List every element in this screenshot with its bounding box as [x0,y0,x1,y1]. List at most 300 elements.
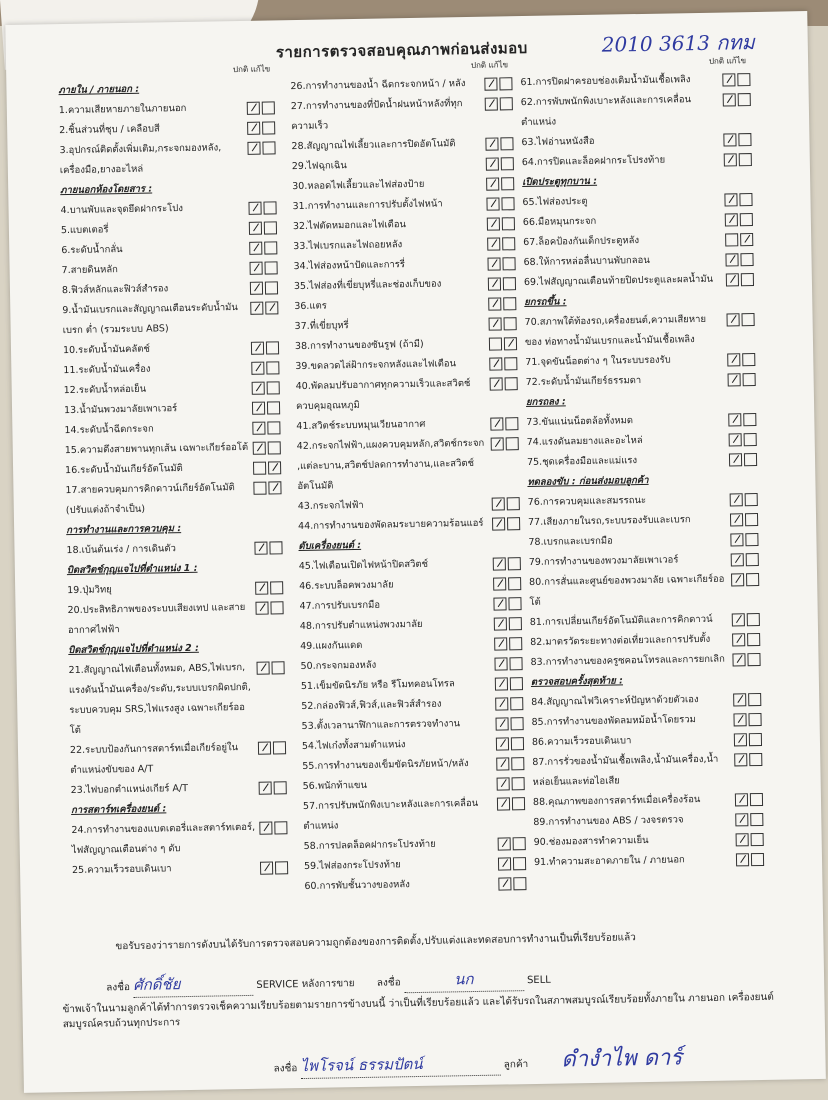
normal-checkbox[interactable] [498,837,511,850]
fixed-checkbox[interactable] [746,553,759,566]
normal-checkbox[interactable] [485,137,498,150]
fixed-checkbox[interactable] [270,601,283,614]
checkbox-pair [732,633,760,646]
normal-checkbox[interactable] [734,733,747,746]
fixed-checkbox[interactable] [751,833,764,846]
normal-checkbox[interactable] [489,317,502,330]
normal-checkbox[interactable] [729,433,742,446]
checklist-item-label: 63.ไฟอ่านหนังสือ [521,135,595,149]
normal-checkbox[interactable] [259,822,272,835]
checklist-item-label: 91.ทำความสะอาดภายใน / ภายนอก [533,854,685,868]
checkbox-pair [727,353,755,366]
normal-checkbox[interactable] [248,202,261,215]
checklist-item-label: 24.การทำงานของแบตเตอรี่และสตาร์ทเตอร์, ไฟสัญญาณเตือนต่าง ๆ ดับ [71,821,256,857]
normal-checkbox[interactable] [498,857,511,870]
fixed-checkbox[interactable] [270,581,283,594]
normal-checkbox[interactable] [494,637,507,650]
fixed-checkbox[interactable] [741,313,754,326]
normal-checkbox[interactable] [496,737,509,750]
checklist-item-label: 13.น้ำมันพวงมาลัยเพาเวอร์ [63,403,178,417]
checkbox-pair [258,741,286,754]
fixed-checkbox[interactable] [510,717,523,730]
fixed-checkbox[interactable] [747,633,760,646]
customer-label: ลูกค้า [503,1059,529,1071]
checkbox-pair [731,573,759,586]
checklist-item-label: 12.ระดับน้ำหล่อเย็น [63,383,147,397]
fixed-checkbox[interactable] [508,577,521,590]
checkbox-pair [726,273,754,286]
fixed-checkbox[interactable] [499,77,512,90]
normal-checkbox[interactable] [485,97,498,110]
normal-checkbox[interactable] [256,662,269,675]
normal-checkbox[interactable] [727,353,740,366]
customer-statement: ข้าพเจ้าในนามลูกค้าได้ทำการตรวจเช็คความเรียบร้อยตามรายการข้างบนนี้ ว่าเป็นที่เรียบร้อยแล้ว และได้รับรถในสภาพสมบูรณ์เรียบร้อยทั้งภายใน ภายนอก เครื่องยนต์ สมบูรณ์ครบถ้วนทุกประการ [62,991,774,1031]
normal-checkbox[interactable] [486,197,499,210]
normal-checkbox[interactable] [495,717,508,730]
fixed-checkbox[interactable] [504,357,517,370]
checkbox-pair [728,373,756,386]
normal-checkbox[interactable] [723,133,736,146]
inspection-sheet [5,11,826,1093]
fixed-checkbox[interactable] [509,637,522,650]
normal-checkbox[interactable] [724,193,737,206]
checklist-item-label: 25.ความเร็วรอบเดินเบา [72,863,172,877]
checklist-item-label: 50.กระจกมองหลัง [300,659,377,673]
checkbox-pair [730,493,758,506]
normal-checkbox[interactable] [736,853,749,866]
fixed-checkbox[interactable] [265,281,278,294]
checklist-row [68,657,285,741]
normal-checkbox[interactable] [490,377,503,390]
normal-checkbox[interactable] [736,833,749,846]
fixed-checkbox[interactable] [275,861,288,874]
fixed-checkbox[interactable] [745,533,758,546]
sign-label: ลงชื่อ [106,982,131,994]
checklist-item-label: การสตาร์ทเครื่องยนต์ : [70,803,167,817]
fixed-checkbox[interactable] [510,697,523,710]
fixed-checkbox[interactable] [266,341,279,354]
fixed-checkbox[interactable] [737,73,750,86]
checklist-item-label: 84.สัญญาณไฟวิเคราะห์ปัญหาด้วยตัวเอง [531,694,699,708]
fixed-checkbox[interactable] [273,741,286,754]
normal-checkbox[interactable] [249,242,262,255]
certification-text: ขอรับรองว่ารายการดังบนได้รับการตรวจสอบความถูกต้องของการติดตั้ง,ปรับแต่งและทดสอบการทำงานเป็นที่เรียบร้อยแล้ว [115,932,636,953]
normal-checkbox[interactable] [247,122,260,135]
normal-checkbox[interactable] [484,77,497,90]
normal-checkbox[interactable] [252,422,265,435]
fixed-checkbox[interactable] [513,837,526,850]
checklist-items [58,77,288,881]
fixed-checkbox[interactable] [746,573,759,586]
fixed-checkbox[interactable] [749,733,762,746]
checklist-item-label: 62.การพับพนักพิงเบาะหลังและการเคลื่อน ตำแหน่ง [520,94,692,129]
checkbox-pair [250,261,278,274]
fixed-checkbox[interactable] [505,377,518,390]
fixed-checkbox[interactable] [749,753,762,766]
normal-checkbox[interactable] [735,793,748,806]
checklist-item-label: 19.ปุ่มวิทยุ [67,584,112,597]
checkbox-pair [252,421,280,434]
fixed-checkbox[interactable] [274,781,287,794]
fixed-checkbox[interactable] [751,853,764,866]
column-header: ปกติ แก้ไข [470,60,509,70]
normal-checkbox[interactable] [247,142,260,155]
checkbox-pair [494,617,522,630]
checklist-item-label: 34.ไฟส่องหน้าปัดและการรี่ [293,259,406,273]
fixed-checkbox[interactable] [504,317,517,330]
normal-checkbox[interactable] [725,233,738,246]
checklist-item-label: การทำงานและการควบคุม : [66,523,182,537]
fixed-checkbox[interactable] [268,481,281,494]
normal-checkbox[interactable] [496,757,509,770]
checklist-item-label: 44.การทำงานของพัดลมระบายความร้อนแอร์ [298,517,484,533]
normal-checkbox[interactable] [731,553,744,566]
customer-signature: ไพโรจน์ ธรรมปัตน์ [300,1051,500,1079]
fixed-checkbox[interactable] [740,213,753,226]
checklist-row [291,93,514,137]
checklist-row [529,569,760,613]
normal-checkbox[interactable] [258,742,271,755]
fixed-checkbox[interactable] [743,373,756,386]
fixed-checkbox[interactable] [266,361,279,374]
checkbox-pair [494,657,522,670]
checkbox-pair [491,437,519,450]
normal-checkbox[interactable] [486,177,499,190]
fixed-checkbox[interactable] [503,297,516,310]
normal-checkbox[interactable] [731,573,744,586]
fixed-checkbox[interactable] [274,821,287,834]
checkbox-pair [484,77,512,90]
normal-checkbox[interactable] [253,482,266,495]
checklist-item-label: 47.การปรับเบรกมือ [299,599,381,613]
checklist-item-label: 39.ขดลวดไล่ฝ้ากระจกหลังและไฟเตือน [295,358,457,373]
normal-checkbox[interactable] [492,517,505,530]
fixed-checkbox[interactable] [502,257,515,270]
checklist-item-label: 8.ฟิวส์หลักและฟิวส์สำรอง [61,283,169,297]
normal-checkbox[interactable] [489,357,502,370]
normal-checkbox[interactable] [734,753,747,766]
checkbox-pair [726,313,754,326]
checklist-column-1 [58,62,288,881]
normal-checkbox[interactable] [249,222,262,235]
checklist-item-label: 9.น้ำมันเบรกและสัญญาณเตือนระดับน้ำมันเบรก ต่ำ (รวมระบบ ABS) [62,302,238,337]
normal-checkbox[interactable] [497,777,510,790]
checklist-item-label: 69.ไฟสัญญาณเตือนท้ายปิดประตูและผลน้ำมัน [523,273,714,289]
normal-checkbox[interactable] [733,713,746,726]
customer-signature-row [273,1038,744,1081]
checklist-item-label: 43.กระจกไฟฟ้า [297,499,364,513]
normal-checkbox[interactable] [733,693,746,706]
fixed-checkbox[interactable] [506,437,519,450]
fixed-checkbox[interactable] [507,517,520,530]
fixed-checkbox[interactable] [264,241,277,254]
normal-checkbox[interactable] [732,613,745,626]
checklist-item-label: ยกรถขึ้น : [524,296,567,309]
fixed-checkbox[interactable] [508,557,521,570]
fixed-checkbox[interactable] [511,737,524,750]
normal-checkbox[interactable] [498,877,511,890]
fixed-checkbox[interactable] [264,221,277,234]
checkbox-pair [488,277,516,290]
checklist-item-label: 80.การสั่นและศูนย์ของพวงมาลัย เฉพาะเกียร์ออโต้ [529,573,725,608]
fixed-checkbox[interactable] [748,713,761,726]
checklist-item-label: 41.สวิตช์ระบบหมุนเวียนอากาศ [296,418,426,433]
normal-checkbox[interactable] [486,157,499,170]
normal-checkbox[interactable] [728,373,741,386]
normal-checkbox[interactable] [725,213,738,226]
fixed-checkbox[interactable] [511,757,524,770]
normal-checkbox[interactable] [724,153,737,166]
fixed-checkbox[interactable] [504,337,517,350]
service-signature: ศักดิ์ชัย [133,971,253,998]
checkbox-pair [249,241,277,254]
fixed-checkbox[interactable] [744,433,757,446]
checklist-item-label: 28.สัญญาณไฟเลี้ยวและการปิดอัตโนมัติ [291,138,456,153]
fixed-checkbox[interactable] [745,493,758,506]
fixed-checkbox[interactable] [750,813,763,826]
normal-checkbox[interactable] [729,453,742,466]
checklist-items [520,69,764,873]
checkbox-pair [489,317,517,330]
checklist-item-label: 66.มือหมุนกระจก [522,215,597,229]
checklist-item-label: 37.ที่เขี่ยบุหรี่ [294,320,349,333]
checklist-item-label: 61.การปิดฝาครอบช่องเติมน้ำมันเชื้อเพลิง [520,74,691,89]
fixed-checkbox[interactable] [739,193,752,206]
normal-checkbox[interactable] [251,342,264,355]
fixed-checkbox[interactable] [513,857,526,870]
fixed-checkbox[interactable] [268,461,281,474]
fixed-checkbox[interactable] [267,421,280,434]
normal-checkbox[interactable] [723,93,736,106]
normal-checkbox[interactable] [492,497,505,510]
checkbox-pair [495,717,523,730]
checkbox-pair [723,133,751,146]
fixed-checkbox[interactable] [271,661,284,674]
fixed-checkbox[interactable] [742,353,755,366]
column-header: ปกติ แก้ไข [232,64,271,75]
checkbox-pair [252,381,280,394]
normal-checkbox[interactable] [252,382,265,395]
fixed-checkbox[interactable] [501,177,514,190]
normal-checkbox[interactable] [259,782,272,795]
fixed-checkbox[interactable] [503,277,516,290]
checkbox-pair [734,733,762,746]
fixed-checkbox[interactable] [512,797,525,810]
fixed-checkbox[interactable] [267,381,280,394]
checklist-item-label: 68.ให้การหล่อลื่นบานพับกลอน [523,254,650,269]
fixed-checkbox[interactable] [501,157,514,170]
fixed-checkbox[interactable] [265,261,278,274]
checkbox-pair [252,401,280,414]
column-header: ปกติ แก้ไข [708,56,747,66]
checkbox-pair [725,233,753,246]
checkbox-pair [735,793,763,806]
fixed-checkbox[interactable] [263,201,276,214]
checklist-item-label: ทดลองขับ : ก่อนส่งมอบลูกค้า [527,474,649,489]
fixed-checkbox[interactable] [507,497,520,510]
fixed-checkbox[interactable] [744,453,757,466]
normal-checkbox[interactable] [488,277,501,290]
fixed-checkbox[interactable] [513,877,526,890]
normal-checkbox[interactable] [487,237,500,250]
fixed-checkbox[interactable] [268,441,281,454]
checklist-item-label: 59.ไฟส่องกระโปรงท้าย [303,859,401,872]
normal-checkbox[interactable] [493,577,506,590]
fixed-checkbox[interactable] [510,677,523,690]
normal-checkbox[interactable] [489,337,502,350]
fixed-checkbox[interactable] [745,513,758,526]
checklist-item-label: 75.ชุดเครื่องมือและแม่แรง [526,455,638,469]
fixed-checkbox[interactable] [269,541,282,554]
checklist-item-label: 88.คุณภาพของการสตาร์ทเมื่อเครื่องร้อน [532,794,701,808]
checkbox-pair [486,157,514,170]
checkbox-pair [260,861,288,874]
normal-checkbox[interactable] [252,402,265,415]
fixed-checkbox[interactable] [740,233,753,246]
normal-checkbox[interactable] [494,617,507,630]
fixed-checkbox[interactable] [512,777,525,790]
fixed-checkbox[interactable] [265,301,278,314]
checkbox-pair [729,433,757,446]
checkbox-pair [734,753,762,766]
fixed-checkbox[interactable] [502,237,515,250]
checkbox-pair [255,581,283,594]
normal-checkbox[interactable] [722,73,735,86]
normal-checkbox[interactable] [254,542,267,555]
fixed-checkbox[interactable] [740,253,753,266]
normal-checkbox[interactable] [253,442,266,455]
checkbox-pair [733,693,761,706]
checkbox-pair [255,601,283,614]
normal-checkbox[interactable] [497,797,510,810]
normal-checkbox[interactable] [728,413,741,426]
normal-checkbox[interactable] [732,633,745,646]
checklist-item-label: 4.บานพับและจุดยึดฝากระโปง [60,202,184,217]
fixed-checkbox[interactable] [267,401,280,414]
normal-checkbox[interactable] [260,862,273,875]
checklist-item-label: 49.แผงกันแดด [300,639,363,653]
checkbox-pair [492,497,520,510]
normal-checkbox[interactable] [490,417,503,430]
checklist-row [534,849,764,873]
checkbox-pair [498,837,526,850]
checkbox-pair [487,257,515,270]
fixed-checkbox[interactable] [738,93,751,106]
checklist-row [70,737,287,781]
fixed-checkbox[interactable] [738,133,751,146]
checklist-item-label: 72.ระดับน้ำมันเกียร์ธรรมดา [525,375,642,389]
normal-checkbox[interactable] [493,557,506,570]
normal-checkbox[interactable] [726,273,739,286]
checkbox-pair [730,513,758,526]
checklist-item-label: 1.ความเสียหายภายในภายนอก [58,102,187,117]
fixed-checkbox[interactable] [505,417,518,430]
normal-checkbox[interactable] [255,602,268,615]
fixed-checkbox[interactable] [509,617,522,630]
normal-checkbox[interactable] [735,813,748,826]
normal-checkbox[interactable] [250,282,263,295]
fixed-checkbox[interactable] [262,101,275,114]
normal-checkbox[interactable] [487,257,500,270]
checklist-item-label: 3.อุปกรณ์ติดตั้งเพิ่มเติม,กระจกมองหลัง, เครื่องมือ,ยางอะไหล่ [59,142,222,177]
normal-checkbox[interactable] [725,253,738,266]
checklist-item-label: 56.พนักท้าแขน [302,779,368,792]
fixed-checkbox[interactable] [500,97,513,110]
normal-checkbox[interactable] [730,533,743,546]
sign-label-2: ลงชื่อ [376,977,401,989]
checklist-item-label: 20.ประสิทธิภาพของระบบเสียงเทป และสายอากาศไฟฟ้า [67,601,246,637]
checklist-item-label: 6.ระดับน้ำกลั่น [61,244,123,257]
fixed-checkbox[interactable] [748,693,761,706]
normal-checkbox[interactable] [250,302,263,315]
checklist-row [521,89,752,133]
normal-checkbox[interactable] [247,102,260,115]
fixed-checkbox[interactable] [750,793,763,806]
fixed-checkbox[interactable] [743,413,756,426]
checklist-item-label: 73.ขันแน่นน็อตล้อทั้งหมด [526,415,634,429]
normal-checkbox[interactable] [730,513,743,526]
checklist-item-label: 38.การทำงานของซันรูฟ (ถ้ามี) [294,338,424,353]
normal-checkbox[interactable] [491,437,504,450]
fixed-checkbox[interactable] [508,597,521,610]
normal-checkbox[interactable] [488,297,501,310]
fixed-checkbox[interactable] [509,657,522,670]
checklist-item-label: 17.สายควบคุมการคิกดาวน์เกียร์อัตโนมัติ (ปรับแต่งถ้าจำเป็น) [65,482,235,517]
fixed-checkbox[interactable] [262,141,275,154]
page-title: รายการตรวจสอบคุณภาพก่อนส่งมอบ [275,38,528,62]
normal-checkbox[interactable] [253,462,266,475]
normal-checkbox[interactable] [495,697,508,710]
normal-checkbox[interactable] [730,493,743,506]
checklist-item-label: 67.ล็อคป้องกันเด็กประตูหลัง [523,235,640,249]
normal-checkbox[interactable] [494,657,507,670]
normal-checkbox[interactable] [732,653,745,666]
checklist-item-label: 7.สายดินหลัก [61,264,118,277]
fixed-checkbox[interactable] [747,653,760,666]
checklist-row [62,297,279,341]
fixed-checkbox[interactable] [500,137,513,150]
fixed-checkbox[interactable] [262,121,275,134]
checklist-item-label: 60.การพับชั้นวางของหลัง [304,879,410,892]
checklist-item-label: 55.การทำงานของเข็มขัดนิรภัยหน้า/หลัง [302,758,469,772]
checkbox-pair [493,597,521,610]
checkbox-pair [249,221,277,234]
checkbox-pair [730,533,758,546]
normal-checkbox[interactable] [493,597,506,610]
checkbox-pair [729,453,757,466]
checkbox-pair [724,153,752,166]
normal-checkbox[interactable] [250,262,263,275]
normal-checkbox[interactable] [251,362,264,375]
checklist-item-label: 27.การทำงานของที่ปัดน้ำฝนหน้าหลังที่ทุก ความเร็ว [290,98,463,133]
checklist-item-label: ภายนอกห้องโดยสาร : [60,183,153,197]
checklist-item-label: 76.การควบคุมและสมรรถนะ [527,494,647,509]
checkbox-pair [485,97,513,110]
checkbox-pair [723,93,751,106]
fixed-checkbox[interactable] [741,273,754,286]
checklist-item-label: 40.พัดลมปรับอากาศทุกความเร็วและสวิตช์ ควบคุมอุณหภูมิ [295,377,471,413]
normal-checkbox[interactable] [255,582,268,595]
fixed-checkbox[interactable] [747,613,760,626]
checklist-item-label: 23.ไฟบอกตำแหน่งเกียร์ A/T [70,782,189,797]
fixed-checkbox[interactable] [739,153,752,166]
normal-checkbox[interactable] [726,313,739,326]
checklist-item-label: 53.ตั้งเวลานาฬิกาและการตรวจทำงาน [301,718,461,732]
normal-checkbox[interactable] [495,677,508,690]
fixed-checkbox[interactable] [502,217,515,230]
fixed-checkbox[interactable] [501,197,514,210]
normal-checkbox[interactable] [487,217,500,230]
